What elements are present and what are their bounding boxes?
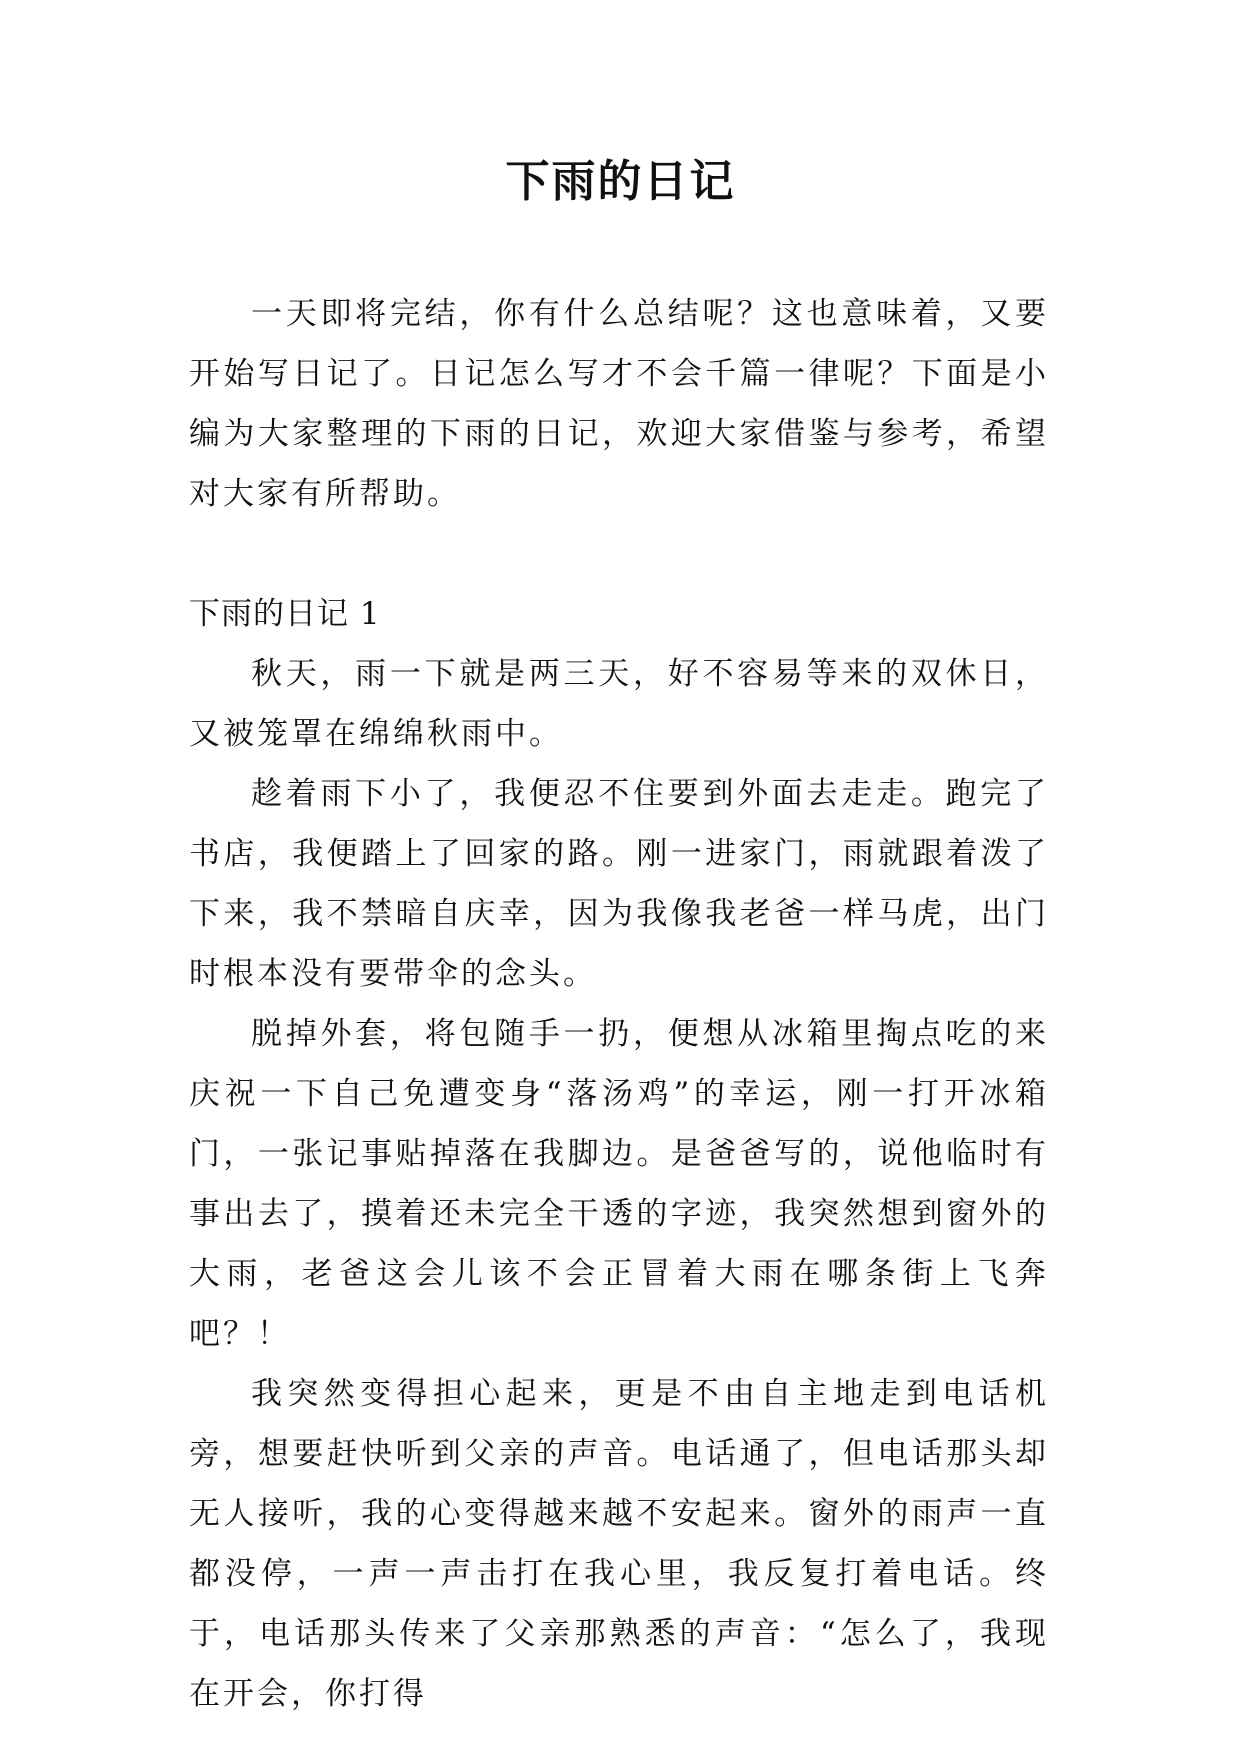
- section-heading: 下雨的日记 1: [189, 596, 381, 632]
- body-paragraph-1: 秋天，雨一下就是两三天，好不容易等来的双休日，又被笼罩在绵绵秋雨中。: [189, 656, 1049, 752]
- body-paragraph-4: 我突然变得担心起来，更是不由自主地走到电话机旁，想要赶快听到父亲的声音。电话通了，但电话那头却无人接听，我的心变得越来越不安起来。窗外的雨声一直都没停，一声一声击打在我心里，我反复打着电话。终于，电话那头传来了父亲那熟悉的声音：“怎么了，我现在开会，你打得: [189, 1376, 1049, 1712]
- intro-paragraph: 一天即将完结，你有什么总结呢？这也意味着，又要开始写日记了。日记怎么写才不会千篇一律呢？下面是小编为大家整理的下雨的日记，欢迎大家借鉴与参考，希望对大家有所帮助。: [189, 296, 1049, 512]
- body-paragraph-3: 脱掉外套，将包随手一扔，便想从冰箱里掏点吃的来庆祝一下自己免遭变身“落汤鸡”的幸运，刚一打开冰箱门，一张记事贴掉落在我脚边。是爸爸写的，说他临时有事出去了，摸着还未完全干透的字迹，我突然想到窗外的大雨，老爸这会儿该不会正冒着大雨在哪条街上飞奔吧？！: [189, 1016, 1049, 1352]
- document-body: [189, 284, 1049, 1724]
- page-title: 下雨的日记: [505, 156, 736, 207]
- paragraph-spacer: [189, 524, 1049, 584]
- body-paragraph-2: 趁着雨下小了，我便忍不住要到外面去走走。跑完了书店，我便踏上了回家的路。刚一进家门，雨就跟着泼了下来，我不禁暗自庆幸，因为我像我老爸一样马虎，出门时根本没有要带伞的念头。: [189, 776, 1049, 992]
